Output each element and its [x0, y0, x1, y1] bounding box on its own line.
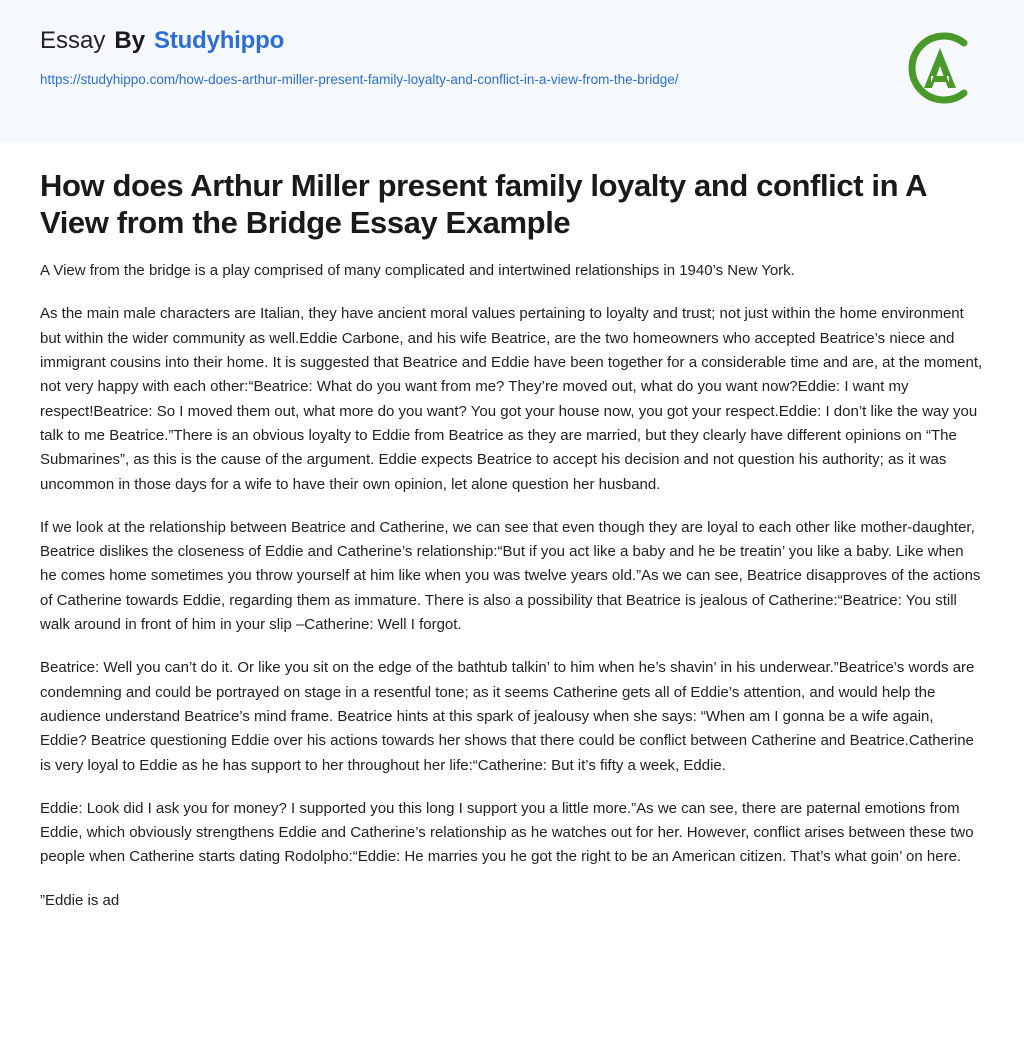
brand-essay-label: Essay [40, 27, 106, 54]
site-brand [40, 28, 984, 54]
article-paragraph: Eddie: Look did I ask you for money? I supported you this long I support you a little more.”As we can see, there are paternal emotions from Eddie, which obviously strengthens Eddie and Catherine’s relationship as he watches out for her. However, conflict arises between these two people when Catherine starts dating Rodolpho:“Eddie: He marries you he got the right to be an American citizen. That’s what goin’ on here. [40, 799, 974, 866]
page-title: How does Arthur Miller present family loyalty and conflict in A View from the Bridge Essay Example [40, 168, 927, 240]
article-paragraph: As the main male characters are Italian, they have ancient moral values pertaining to loyalty and trust; not just within the home environment but within the wider community as well.Eddie Carbone, and his wife Beatrice, are the two homeowners who accepted Beatrice’s niece and immigrant cousins into their home. It is suggested that Beatrice and Eddie have been together for a considerable time and are, at the moment, not very happy with each other:“Beatrice: What do you want from me? They’re moved out, what do you want now?Eddie: I want my respect!Beatrice: So I moved them out, what more do you want? You got your house now, you got your respect.Eddie: I don’t like the way you talk to me Beatrice.”There is an obvious loyalty to Eddie from Beatrice as they are married, but they clearly have different opinions on “The Submarines”, as this is the cause of the argument. Eddie expects Beatrice to accept his decision and not question his authority; as it was uncommon in those days for a wife to have their own opinion, let alone question her husband. [40, 305, 983, 493]
article-paragraph: If we look at the relationship between Beatrice and Catherine, we can see that even though they are loyal to each other like mother-daughter, Beatrice dislikes the closeness of Eddie and Catherine’s relationship:“But if you act like a baby and he be treatin’ you like a baby. Like when he comes home sometimes you throw yourself at him like when you was twelve years old.”As we can see, Beatrice disapproves of the actions of Catherine towards Eddie, regarding them as immature. There is also a possibility that Beatrice is jealous of Catherine:“Beatrice: You still walk around in front of him in your slip –Catherine: Well I forgot. [40, 518, 981, 634]
article-paragraph: ”Eddie is ad [40, 891, 120, 909]
source-url-link[interactable]: https://studyhippo.com/how-does-arthur-miller-present-family-loyalty-and-conflict-in-a-view-from-the-bridge/ [40, 72, 679, 88]
brand-site-label: Studyhippo [154, 27, 285, 54]
article-body [0, 142, 1024, 953]
studyhippo-a-logo-icon [898, 26, 982, 110]
article-paragraph: Beatrice: Well you can’t do it. Or like you sit on the edge of the bathtub talkin’ to him when he’s shavin’ in his underwear.”Beatrice’s words are condemning and could be portrayed on stage in a resentful tone; as it seems Catherine gets all of Eddie’s attention, and would help the audience understand Beatrice’s mind frame. Beatrice hints at this spark of jealousy when she says: “When am I gonna be a wife again, Eddie? Beatrice questioning Eddie over his actions towards her shows that there could be conflict between Catherine and Beatrice.Catherine is very loyal to Eddie as he has support to her throughout her life:“Catherine: But it’s fifty a week, Eddie. [40, 659, 975, 774]
brand-by-label: By [114, 27, 146, 54]
page-header [0, 0, 1024, 142]
article-paragraph: A View from the bridge is a play comprised of many complicated and intertwined relationships in 1940’s New York. [40, 262, 795, 280]
